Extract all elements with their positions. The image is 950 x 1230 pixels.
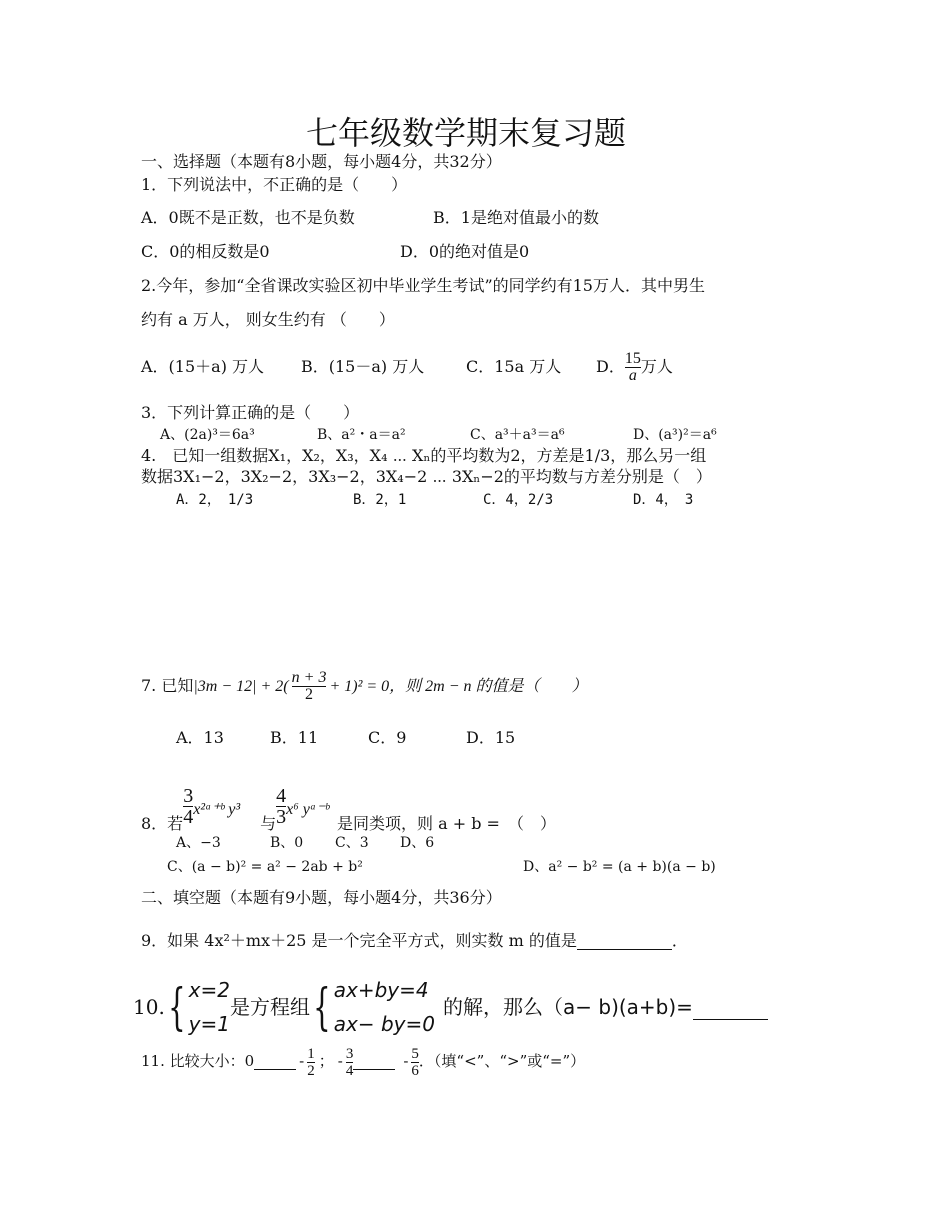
question-8-option-c: C、3 <box>335 835 369 851</box>
question-10-system-eq2: ax− by=0 <box>333 1012 435 1036</box>
question-3-option-d: D、(a³)²＝a⁶ <box>633 427 717 443</box>
question-7-stem <box>141 662 588 711</box>
question-1-stem: 1．下列说法中，不正确的是（ ） <box>141 175 408 194</box>
fraction-numerator: 3 <box>183 785 194 807</box>
fraction-denominator: 2 <box>307 1062 315 1079</box>
left-brace-icon: { <box>313 978 331 1036</box>
question-11-blank-1[interactable] <box>254 1053 296 1070</box>
question-2-option-d <box>596 343 673 391</box>
fraction-denominator: 6 <box>411 1062 419 1079</box>
question-7-fraction <box>292 670 327 703</box>
section-heading-choice: 一、选择题（本题有8小题，每小题4分，共32分） <box>141 152 502 171</box>
question-11 <box>141 1036 585 1086</box>
question-3-option-b: B、a²・a＝a² <box>317 427 406 443</box>
question-1-option-b: B．1是绝对值最小的数 <box>433 208 599 227</box>
question-10-solution-y: y=1 <box>188 1012 230 1036</box>
question-8-term2-coefficient <box>276 786 286 827</box>
question-8-formula-d: D、a² − b² = (a + b)(a − b) <box>523 859 716 875</box>
question-2-option-d-fraction <box>625 351 641 384</box>
fraction-denominator: 3 <box>276 806 287 828</box>
question-2-option-b: B．(15－a) 万人 <box>301 357 425 376</box>
section-heading-fill-in: 二、填空题（本题有9小题，每小题4分，共36分） <box>141 888 502 907</box>
question-9-stem: 9．如果 4x²＋mx＋25 是一个完全平方式，则实数 m 的值是 <box>141 931 577 950</box>
question-8-term1-coefficient <box>183 786 193 827</box>
question-11-fraction-3 <box>411 1046 419 1079</box>
question-7-option-b: B．11 <box>270 728 319 747</box>
fraction-numerator: 3 <box>345 1045 354 1062</box>
question-10-answer-blank[interactable] <box>693 995 768 1020</box>
question-1-option-a: A．0既不是正数，也不是负数 <box>141 208 355 227</box>
question-7-expr-part1: |3m − 12| + 2( <box>193 678 289 695</box>
question-7-prefix: 7. 已知 <box>141 676 194 695</box>
question-10-solution <box>189 973 230 1041</box>
question-8-option-d: D、6 <box>400 835 435 851</box>
question-11-blank-2[interactable] <box>353 1053 395 1070</box>
fraction-numerator: 5 <box>411 1045 419 1062</box>
question-7-option-d: D．15 <box>466 728 516 747</box>
fraction-numerator: 1 <box>307 1045 315 1062</box>
fraction-denominator: a <box>628 367 637 384</box>
question-3-stem: 3．下列计算正确的是（ ） <box>141 403 360 422</box>
question-2-option-d-unit: 万人 <box>640 357 673 376</box>
minus-sign: - <box>337 1052 343 1070</box>
question-2-stem-line1: 2.今年，参加“全省课改实验区初中毕业学生考试”的同学约有15万人．其中男生 <box>141 276 705 295</box>
question-8-prefix: 8．若 <box>141 814 184 833</box>
question-4-option-d: D．4， 3 <box>633 492 694 508</box>
question-8-suffix: 是同类项，则 a + b = （ ） <box>337 814 556 833</box>
question-11-separator: ； <box>318 1052 334 1070</box>
question-11-prefix: 11. 比较大小：0 <box>141 1052 255 1070</box>
fraction-denominator: 4 <box>345 1062 354 1079</box>
question-10-system <box>334 973 435 1041</box>
question-2-option-c: C．15a 万人 <box>466 357 562 376</box>
fraction-numerator: 4 <box>276 785 287 807</box>
question-9-end: ． <box>671 931 688 950</box>
question-4-option-a: A．2， 1/3 <box>176 492 254 508</box>
question-8-formula-c: C、(a − b)² = a² − 2ab + b² <box>167 859 363 875</box>
question-8-option-a: A、−3 <box>176 835 221 851</box>
question-8-mid: 与 <box>260 814 277 833</box>
question-8-term2-variables: x⁶ yᵃ⁻ᵇ <box>286 801 330 818</box>
question-3-option-c: C、a³＋a³＝a⁶ <box>470 427 565 443</box>
question-2-option-d-label: D． <box>596 357 625 376</box>
question-2-stem-line2: 约有 a 万人， 则女生约有 （ ） <box>141 310 395 329</box>
question-8-option-b: B、0 <box>270 835 304 851</box>
left-brace-icon: { <box>167 978 186 1036</box>
question-4-option-c: C．4，2/3 <box>483 492 554 508</box>
question-11-fraction-1 <box>307 1046 315 1079</box>
minus-sign: - <box>299 1052 305 1070</box>
question-9 <box>141 931 688 951</box>
question-8-term1-variables: x²ᵃ⁺ᵇ y³ <box>193 801 241 818</box>
question-10-suffix: 的解，那么（a− b)(a+b)= <box>443 995 693 1019</box>
fraction-denominator: 4 <box>183 806 194 828</box>
question-4-stem-line1: 4. 已知一组数据X₁，X₂，X₃，X₄ ⋯ Xₙ的平均数为2，方差是1/3，那么另一组 <box>141 446 707 465</box>
question-4-option-b: B．2，1 <box>353 492 407 508</box>
question-10-system-eq1: ax+by=4 <box>333 978 429 1002</box>
question-7-option-a: A．13 <box>176 728 224 747</box>
question-10 <box>133 972 768 1042</box>
page-title: 七年级数学期末复习题 <box>306 114 627 152</box>
question-1-option-d: D．0的绝对值是0 <box>400 242 530 261</box>
question-4-stem-line2: 数据3X₁−2，3X₂−2，3X₃−2，3X₄−2 ⋯ 3Xₙ−2的平均数与方差分别是（ ） <box>141 467 712 486</box>
minus-sign: - <box>403 1052 409 1070</box>
question-11-suffix: ．（填“<”、“>”或“=”） <box>418 1052 586 1070</box>
fraction-denominator: 2 <box>305 686 314 703</box>
fraction-numerator: n + 3 <box>291 669 327 686</box>
question-10-mid: 是方程组 <box>229 995 310 1019</box>
question-7-expr-part2: + 1)² = 0，则 2m − n 的值是（ ） <box>329 678 588 695</box>
question-10-solution-x: x=2 <box>188 978 230 1002</box>
fraction-numerator: 15 <box>624 350 641 367</box>
question-3-option-a: A、(2a)³＝6a³ <box>160 427 255 443</box>
question-10-number: 10. <box>133 995 165 1019</box>
question-7-option-c: C．9 <box>368 728 407 747</box>
question-11-fraction-2 <box>346 1046 354 1079</box>
question-1-option-c: C．0的相反数是0 <box>141 242 270 261</box>
question-9-answer-blank[interactable] <box>577 933 672 950</box>
question-2-option-a: A．(15＋a) 万人 <box>141 357 265 376</box>
